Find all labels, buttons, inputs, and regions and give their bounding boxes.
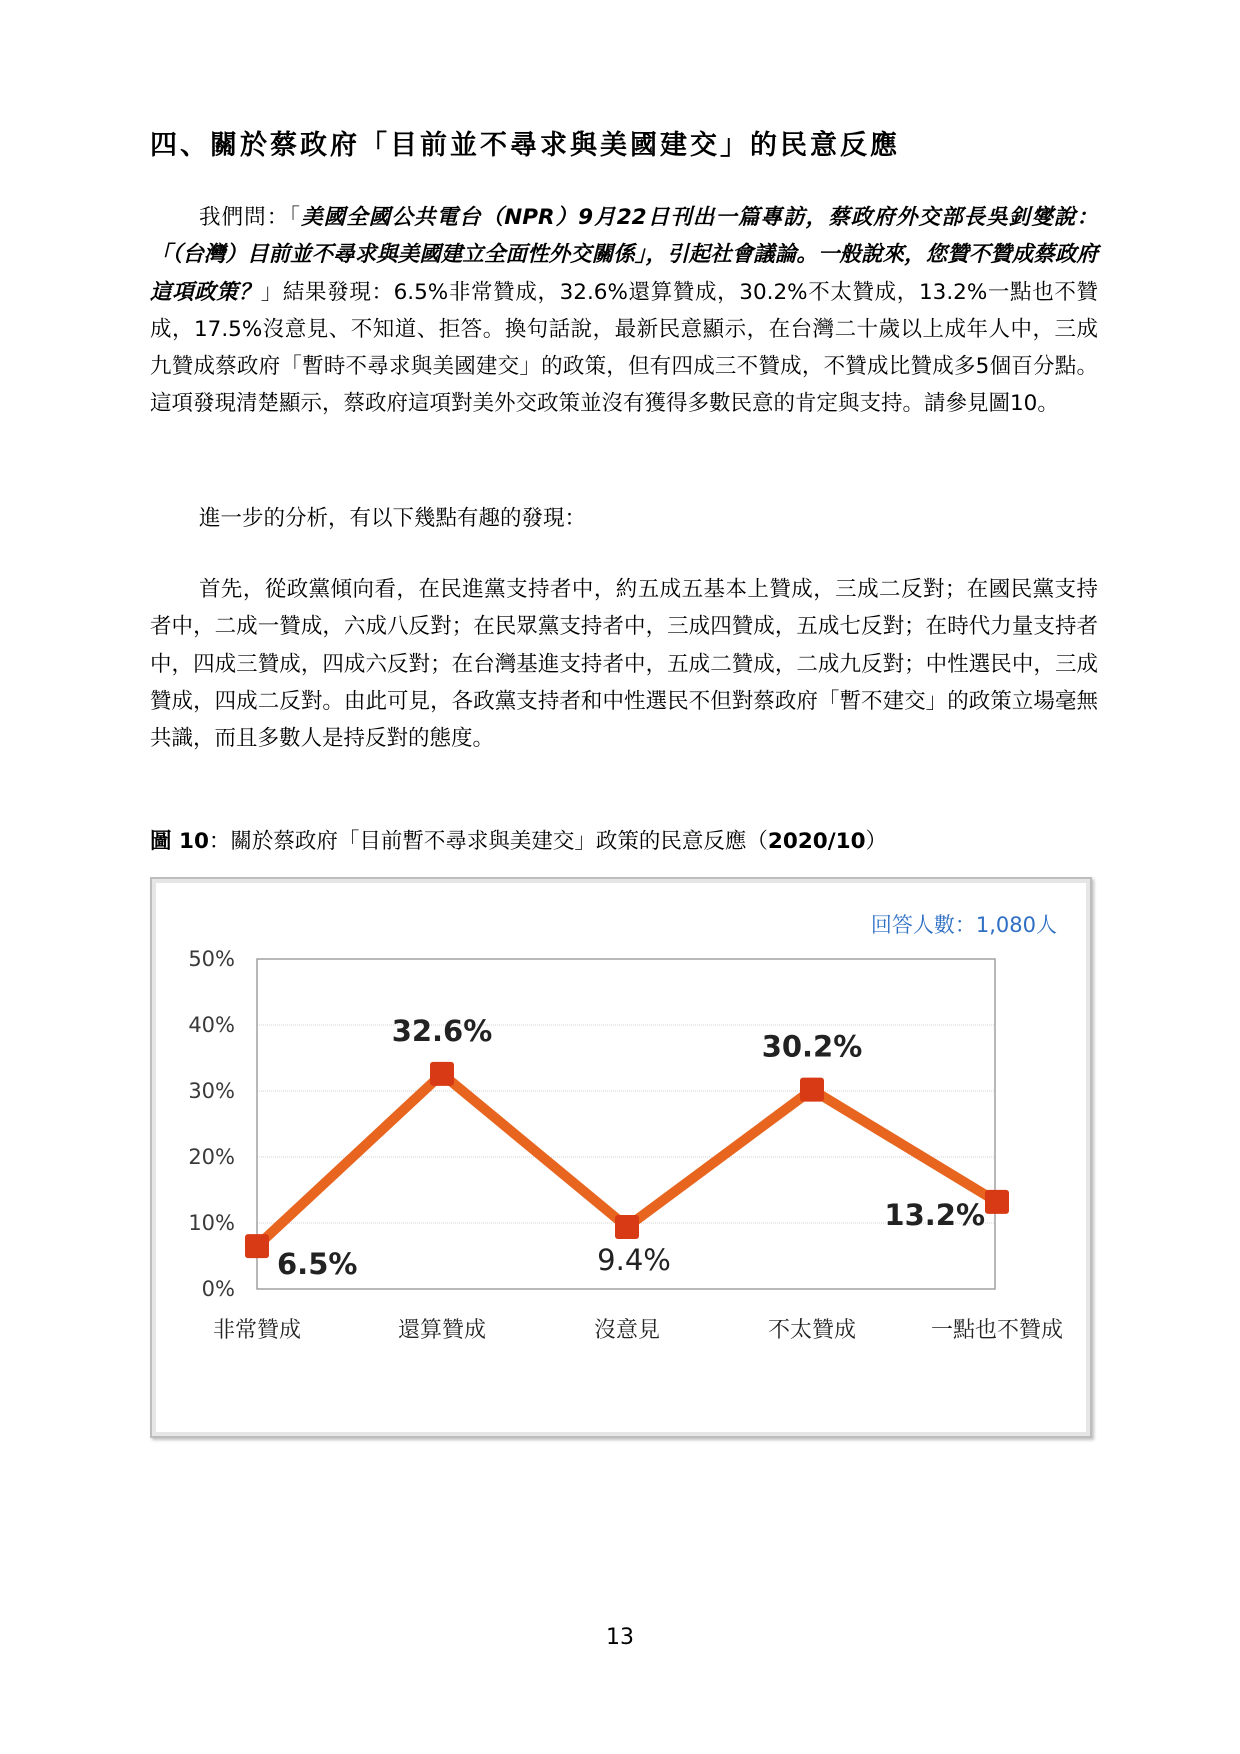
y-tick-label: 40% <box>188 1013 235 1037</box>
data-point <box>615 1215 639 1239</box>
data-label: 6.5% <box>277 1247 358 1282</box>
y-tick-label: 50% <box>188 947 235 971</box>
data-label: 30.2% <box>761 1029 863 1064</box>
paragraph-analysis-intro: 進一步的分析，有以下幾點有趣的發現： <box>199 506 587 531</box>
x-category-label: 非常贊成 <box>212 1318 302 1343</box>
paragraph-party-analysis: 首先，從政黨傾向看，在民進黨支持者中，約五成五基本上贊成，三成二反對；在國民黨支持者中，二成一贊成，六成八反對；在民眾黨支持者中，三成四贊成，五成七反對；在時代力量支持者中，四成三贊成，四成六反對；在台灣基進支持者中，五成二贊成，二成九反對；中性選民中，三成贊成，四成二反對。由此可見，各政黨支持者和中性選民不但對蔡政府「暫不建交」的政策立場毫無共識，而且多數人是持反對的態度。 <box>150 577 1098 752</box>
data-label: 32.6% <box>391 1013 493 1048</box>
data-point <box>245 1234 269 1258</box>
data-label: 9.4% <box>597 1242 671 1277</box>
y-tick-label: 0% <box>201 1277 235 1301</box>
respondents-count: 回答人數：1,080人 <box>870 913 1057 937</box>
x-category-label: 沒意見 <box>593 1318 661 1343</box>
figure-caption-date: 2020/10 <box>767 829 866 854</box>
data-point <box>800 1078 824 1102</box>
paragraph-result: 」結果發現：6.5%非常贊成，32.6%還算贊成，30.2%不太贊成，13.2%一點也不贊成，17.5%沒意見、不知道、拒答。換句話說，最新民意顯示，在台灣二十歲以上成年人中，三成九贊成蔡政府「暫時不尋求與美國建交」的政策，但有四成三不贊成，不贊成比贊成多5個百分點。這項發現清楚顯示，蔡政府這項對美外交政策並沒有獲得多數民意的肯定與支持。請參見圖10。 <box>150 279 1098 417</box>
x-category-label: 一點也不贊成 <box>930 1318 1064 1343</box>
paragraph-survey-result <box>150 199 1098 423</box>
data-label: 13.2% <box>884 1197 985 1232</box>
page-number: 13 <box>606 1625 634 1650</box>
figure-caption-end: ） <box>865 829 888 854</box>
figure-caption-text: ：關於蔡政府「目前暫不尋求與美建交」政策的民意反應（ <box>208 829 768 854</box>
y-tick-label: 30% <box>188 1079 235 1103</box>
line-chart <box>152 879 1094 1440</box>
figure-caption <box>150 826 887 858</box>
data-point <box>430 1062 454 1086</box>
y-tick-label: 20% <box>188 1145 235 1169</box>
data-point <box>985 1190 1009 1214</box>
plot-area <box>257 959 995 1289</box>
section-heading: 四、關於蔡政府「目前並不尋求與美國建交」的民意反應 <box>150 130 900 161</box>
paragraph-lead: 我們問：「 <box>199 205 302 230</box>
x-category-label: 不太贊成 <box>767 1318 857 1343</box>
x-category-label: 還算贊成 <box>397 1318 487 1343</box>
survey-question: 美國全國公共電台（NPR）9月22日刊出一篇專訪，蔡政府外交部長吳釗燮說：「（台灣）目前並不尋求與美國建立全面性外交關係」，引起社會議論。一般說來，您贊不贊成蔡政府這項政策？ <box>150 205 1098 305</box>
figure-number: 圖 10 <box>150 829 209 854</box>
chart-frame <box>150 877 1092 1438</box>
y-tick-label: 10% <box>188 1211 235 1235</box>
